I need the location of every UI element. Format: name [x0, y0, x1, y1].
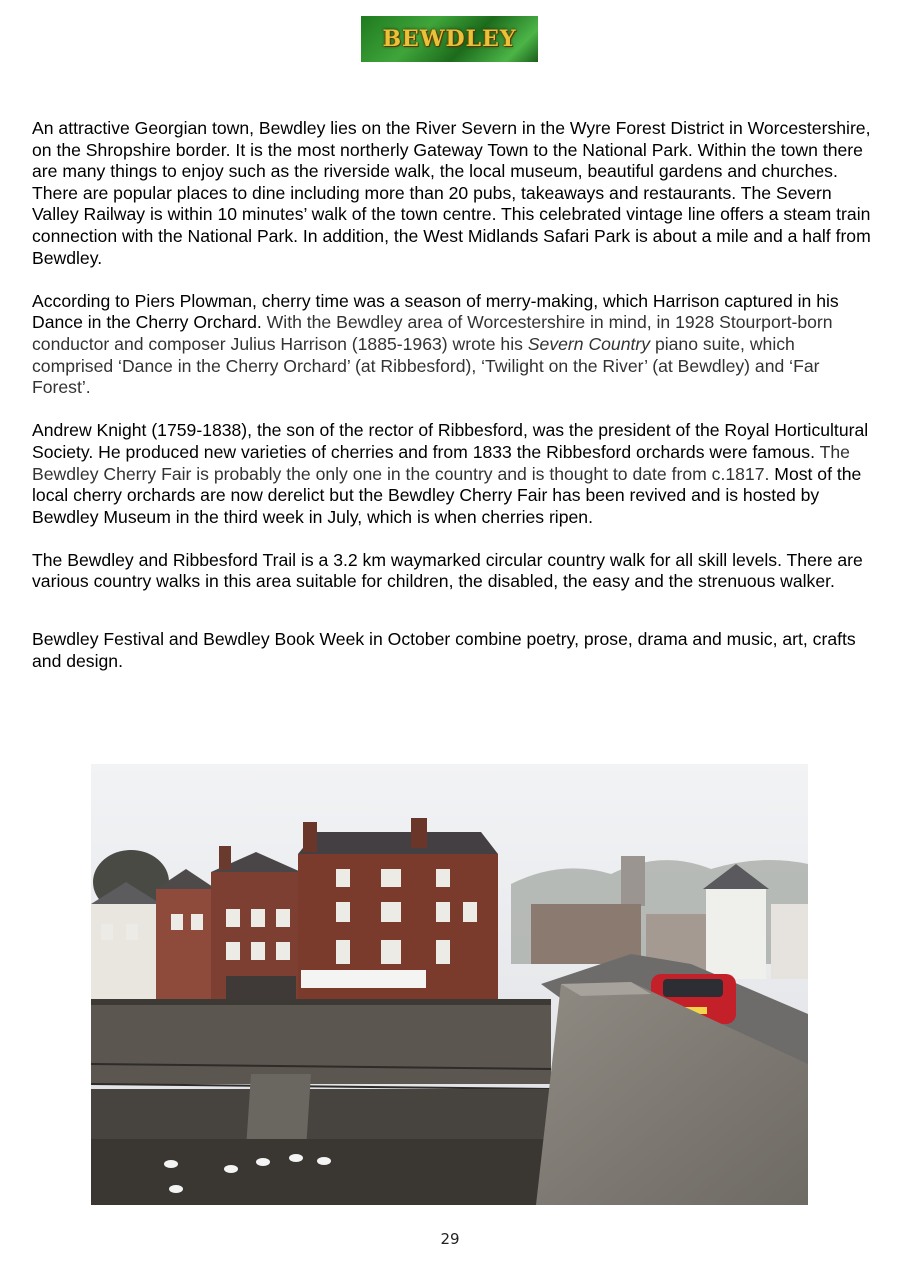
paragraph-andrew-knight-b: The Bewdley Cherry Fair is probably the only one in the country and is thought to date from c.1817. [32, 441, 850, 484]
paragraph-andrew-knight-c: Most of the local cherry orchards are now derelict but the Bewdley Cherry Fair has been revived and is hosted by Bewdley Museum in the third week in July, which is when cherries ripen. [32, 463, 862, 527]
paragraph-intro: An attractive Georgian town, Bewdley lies on the River Severn in the Wyre Forest District in Worcestershire, on the Shropshire border. It is the most northerly Gateway Town to the National Park. Within the town there are many things to enjoy such as the riverside walk, the local museum, beautiful gardens and churches. There are popular places to dine including more than 20 pubs, takeaways and restaurants. The Severn Valley Railway is within 10 minutes’ walk of the town centre. This celebrated vintage line offers a steam train connection with the National Park. In addition, the West Midlands Safari Park is about a mile and a half from Bewdley. [32, 118, 871, 268]
bewdley-riverside-photo [91, 764, 808, 1205]
paragraph-festival: Bewdley Festival and Bewdley Book Week in October combine poetry, prose, drama and music, art, crafts and design. [32, 629, 856, 671]
paragraph-cherry-time-d: piano suite, which comprised ‘Dance in the Cherry Orchard’ (at Ribbesford), ‘Twilight on the River’ (at Bewdley) and ‘Far Forest’. [32, 333, 820, 398]
paragraph-andrew-knight [32, 420, 877, 528]
logo-text: BEWDLEY [382, 26, 517, 52]
paragraph-cherry-time-a: According to Piers Plowman, cherry time was a season of merry-making, which Harrison captured in his Dance in the Cherry Orchard. [32, 290, 839, 333]
body-text [32, 118, 877, 672]
paragraph-cherry-time [32, 291, 877, 399]
bewdley-logo [361, 16, 538, 62]
severn-country-title: Severn Country [527, 333, 651, 354]
paragraph-andrew-knight-a: Andrew Knight (1759-1838), the son of the rector of Ribbesford, was the president of the Royal Horticultural Society. He produced new varieties of cherries and from 1833 the Ribbesford orchards were famous. [32, 420, 869, 462]
paragraph-cherry-time-b: With the Bewdley area of Worcestershire in mind, in 1928 Stourport-born conductor and composer Julius Harrison (1885-1963) wrote his [32, 312, 833, 354]
paragraph-trail: The Bewdley and Ribbesford Trail is a 3.2 km waymarked circular country walk for all skill levels. There are various country walks in this area suitable for children, the disabled, the easy and the strenuous walker. [32, 549, 863, 592]
page-number: 29 [440, 1230, 460, 1248]
